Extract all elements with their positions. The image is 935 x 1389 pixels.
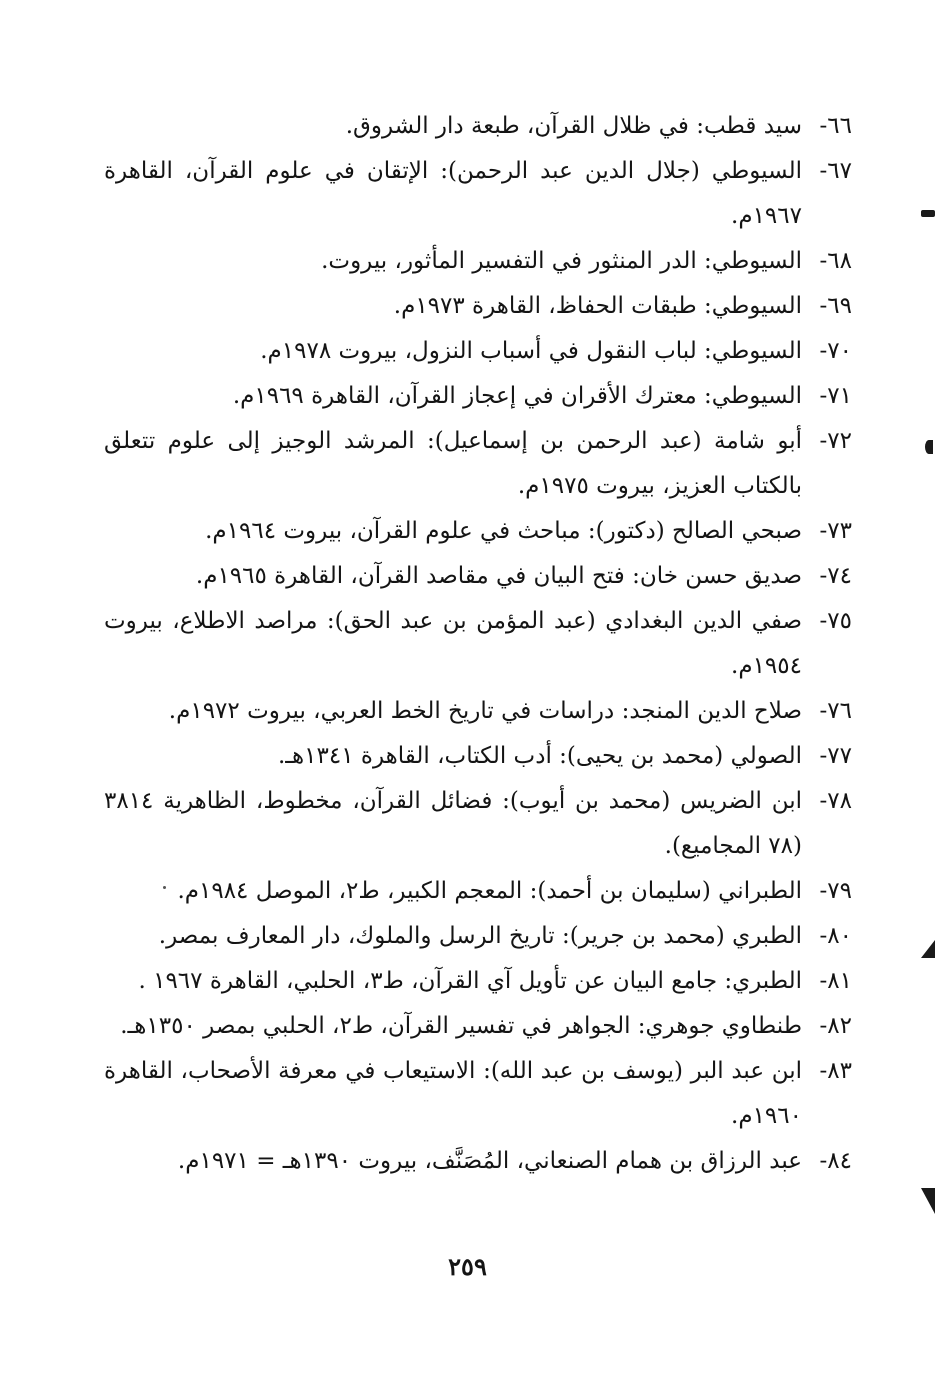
bibliography-entry xyxy=(104,914,852,959)
entry-text: الصولي (محمد بن يحيى): أدب الكتاب، القاهرة ١٣٤١هـ. xyxy=(277,743,802,769)
entry-text: صفي الدين البغدادي (عبد المؤمن بن عبد الحق): مراصد الاطلاع، بيروت ١٩٥٤م. xyxy=(104,608,802,679)
entry-number: ٧٧- xyxy=(819,743,852,769)
entry-number: ٦٩- xyxy=(819,293,852,319)
entry-text: الطبري: جامع البيان عن تأويل آي القرآن، ط٣، الحلبي، القاهرة ١٩٦٧ . xyxy=(138,968,802,994)
scan-mark xyxy=(921,1188,935,1214)
bibliography-entry xyxy=(104,554,852,599)
scan-mark xyxy=(925,440,933,454)
bibliography-entry xyxy=(104,284,852,329)
entry-text: السيوطي: لباب النقول في أسباب النزول، بيروت ١٩٧٨م. xyxy=(260,338,802,364)
bibliography-entry xyxy=(104,869,852,914)
entry-number: ٧٨- xyxy=(819,788,852,814)
entry-text: صلاح الدين المنجد: دراسات في تاريخ الخط العربي، بيروت ١٩٧٢م. xyxy=(168,698,802,724)
bibliography-entry xyxy=(104,1049,852,1139)
bibliography-entry xyxy=(104,599,852,689)
entry-text: ابن الضريس (محمد بن أيوب): فضائل القرآن، مخطوط، الظاهرية ٣٨١٤ (٧٨ المجاميع). xyxy=(104,788,802,859)
bibliography-entry xyxy=(104,149,852,239)
entry-number: ٦٦- xyxy=(819,113,852,139)
bibliography-entry xyxy=(104,1139,852,1184)
bibliography-entry xyxy=(104,419,852,509)
entry-number: ٧٦- xyxy=(819,698,852,724)
scan-mark xyxy=(921,940,935,958)
bibliography-entry xyxy=(104,374,852,419)
bibliography-entry xyxy=(104,689,852,734)
bibliography-entry xyxy=(104,779,852,869)
bibliography-entry xyxy=(104,1004,852,1049)
entry-number: ٧٥- xyxy=(819,608,852,634)
entry-number: ٧١- xyxy=(819,383,852,409)
bibliography-entry xyxy=(104,509,852,554)
entry-number: ٧٣- xyxy=(819,518,852,544)
entry-text: صديق حسن خان: فتح البيان في مقاصد القرآن، القاهرة ١٩٦٥م. xyxy=(195,563,802,589)
entry-number: ٦٧- xyxy=(819,158,852,184)
entry-text: عبد الرزاق بن همام الصنعاني، المُصَنَّف، بيروت ١٣٩٠هـ = ١٩٧١م. xyxy=(177,1148,802,1174)
entry-text: السيوطي (جلال الدين عبد الرحمن): الإتقان في علوم القرآن، القاهرة ١٩٦٧م. xyxy=(104,158,802,229)
entry-number: ٧٩- xyxy=(819,878,852,904)
bibliography-entry xyxy=(104,734,852,779)
entry-number: ٨٤- xyxy=(819,1148,852,1174)
entry-text: صبحي الصالح (دكتور): مباحث في علوم القرآن، بيروت ١٩٦٤م. xyxy=(205,518,802,544)
entry-text: الطبراني (سليمان بن أحمد): المعجم الكبير، ط٢، الموصل ١٩٨٤م. xyxy=(177,878,802,904)
entry-text: الطبري (محمد بن جرير): تاريخ الرسل والملوك، دار المعارف بمصر. xyxy=(158,923,802,949)
entry-number: ٨٣- xyxy=(819,1058,852,1084)
entry-number: ٧٢- xyxy=(819,428,852,454)
bibliography-entry xyxy=(104,239,852,284)
scan-mark xyxy=(921,210,935,217)
entry-number: ٨٠- xyxy=(819,923,852,949)
bibliography-entry xyxy=(104,104,852,149)
entry-number: ٨١- xyxy=(819,968,852,994)
entry-text: أبو شامة (عبد الرحمن بن إسماعيل): المرشد الوجيز إلى علوم تتعلق بالكتاب العزيز، بيروت ١٩٧٥م. xyxy=(104,428,802,499)
page-number: ٢٥٩ xyxy=(448,1252,487,1281)
entry-text: طنطاوي جوهري: الجواهر في تفسير القرآن، ط٢، الحلبي بمصر ١٣٥٠هـ. xyxy=(120,1013,802,1039)
entry-text: سيد قطب: في ظلال القرآن، طبعة دار الشروق. xyxy=(345,113,802,139)
entry-number: ٧٤- xyxy=(819,563,852,589)
entry-text: ابن عبد البر (يوسف بن عبد الله): الاستيعاب في معرفة الأصحاب، القاهرة ١٩٦٠م. xyxy=(104,1058,802,1129)
scan-speck xyxy=(163,886,166,889)
entry-text: السيوطي: معترك الأقران في إعجاز القرآن، القاهرة ١٩٦٩م. xyxy=(232,383,802,409)
bibliography-entry xyxy=(104,329,852,374)
entry-number: ٨٢- xyxy=(819,1013,852,1039)
entry-number: ٦٨- xyxy=(819,248,852,274)
entry-text: السيوطي: طبقات الحفاظ، القاهرة ١٩٧٣م. xyxy=(393,293,802,319)
entry-number: ٧٠- xyxy=(819,338,852,364)
bibliography-entry xyxy=(104,959,852,1004)
bibliography-list xyxy=(104,104,852,1184)
entry-text: السيوطي: الدر المنثور في التفسير المأثور، بيروت. xyxy=(321,248,802,274)
